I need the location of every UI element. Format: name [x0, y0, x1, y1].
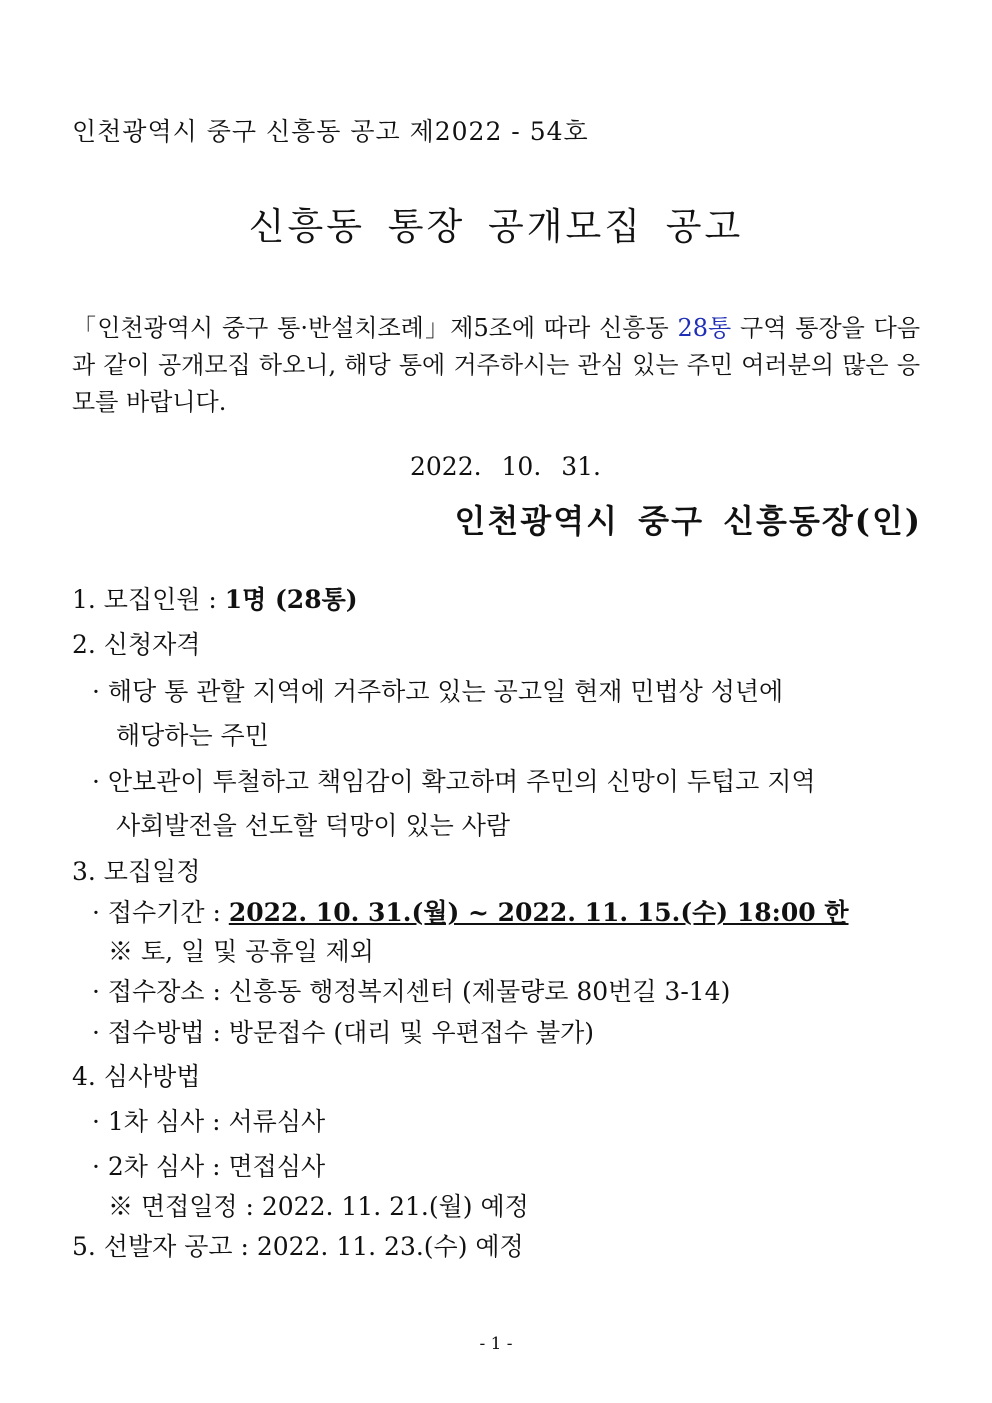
review-interview-note: ※ 면접일정 : 2022. 11. 21.(월) 예정: [108, 1192, 529, 1221]
section-schedule-heading: 3. 모집일정: [72, 857, 201, 886]
section-review-heading: 4. 심사방법: [72, 1062, 201, 1091]
section-recruit-count-value: 1명 (28통): [224, 585, 358, 614]
announcement-date: 2022. 10. 31.: [410, 452, 601, 481]
intro-paragraph: [72, 310, 920, 421]
schedule-method: · 접수방법 : 방문접수 (대리 및 우편접수 불가): [92, 1018, 595, 1047]
page-number: - 1 -: [479, 1334, 513, 1354]
qualification-bullet-2-continued: 사회발전을 선도할 덕망이 있는 사람: [116, 811, 511, 840]
schedule-period-note: ※ 토, 일 및 공휴일 제외: [108, 937, 374, 966]
page-title: 신흥동 통장 공개모집 공고: [248, 205, 744, 248]
qualification-bullet-2: · 안보관이 투철하고 책임감이 확고하며 주민의 신망이 두텁고 지역: [92, 767, 816, 796]
qualification-bullet-1-continued: 해당하는 주민: [116, 721, 269, 750]
section-recruit-count: [72, 580, 358, 616]
review-round-2: · 2차 심사 : 면접심사: [92, 1152, 326, 1181]
section-recruit-count-label: 1. 모집인원 :: [72, 585, 225, 614]
intro-text-end: 구역 통장을 다음과 같이 공개모집 하오니, 해당 통에 거주하시는 관심 있는 주민 여러분의 많은 응모를 바랍니다.: [72, 314, 921, 416]
review-round-1: · 1차 심사 : 서류심사: [92, 1107, 326, 1136]
document-number: 인천광역시 중구 신흥동 공고 제2022 - 54호: [72, 117, 589, 146]
section-announcement: 5. 선발자 공고 : 2022. 11. 23.(수) 예정: [72, 1232, 524, 1261]
schedule-period-value: 2022. 10. 31.(월) ~ 2022. 11. 15.(수) 18:00 한: [228, 898, 849, 927]
intro-highlight-district: 28통: [677, 314, 732, 342]
qualification-bullet-1: · 해당 통 관할 지역에 거주하고 있는 공고일 현재 민법상 성년에: [92, 677, 784, 706]
section-qualification-heading: 2. 신청자격: [72, 630, 201, 659]
intro-text-start: 「인천광역시 중구 통·반설치조례」제5조에 따라 신흥동: [72, 314, 678, 342]
schedule-period: [92, 893, 849, 929]
schedule-place: · 접수장소 : 신흥동 행정복지센터 (제물량로 80번길 3-14): [92, 977, 731, 1006]
issuer-signature: 인천광역시 중구 신흥동장(인): [454, 502, 922, 540]
schedule-period-label: · 접수기간 :: [92, 898, 229, 927]
